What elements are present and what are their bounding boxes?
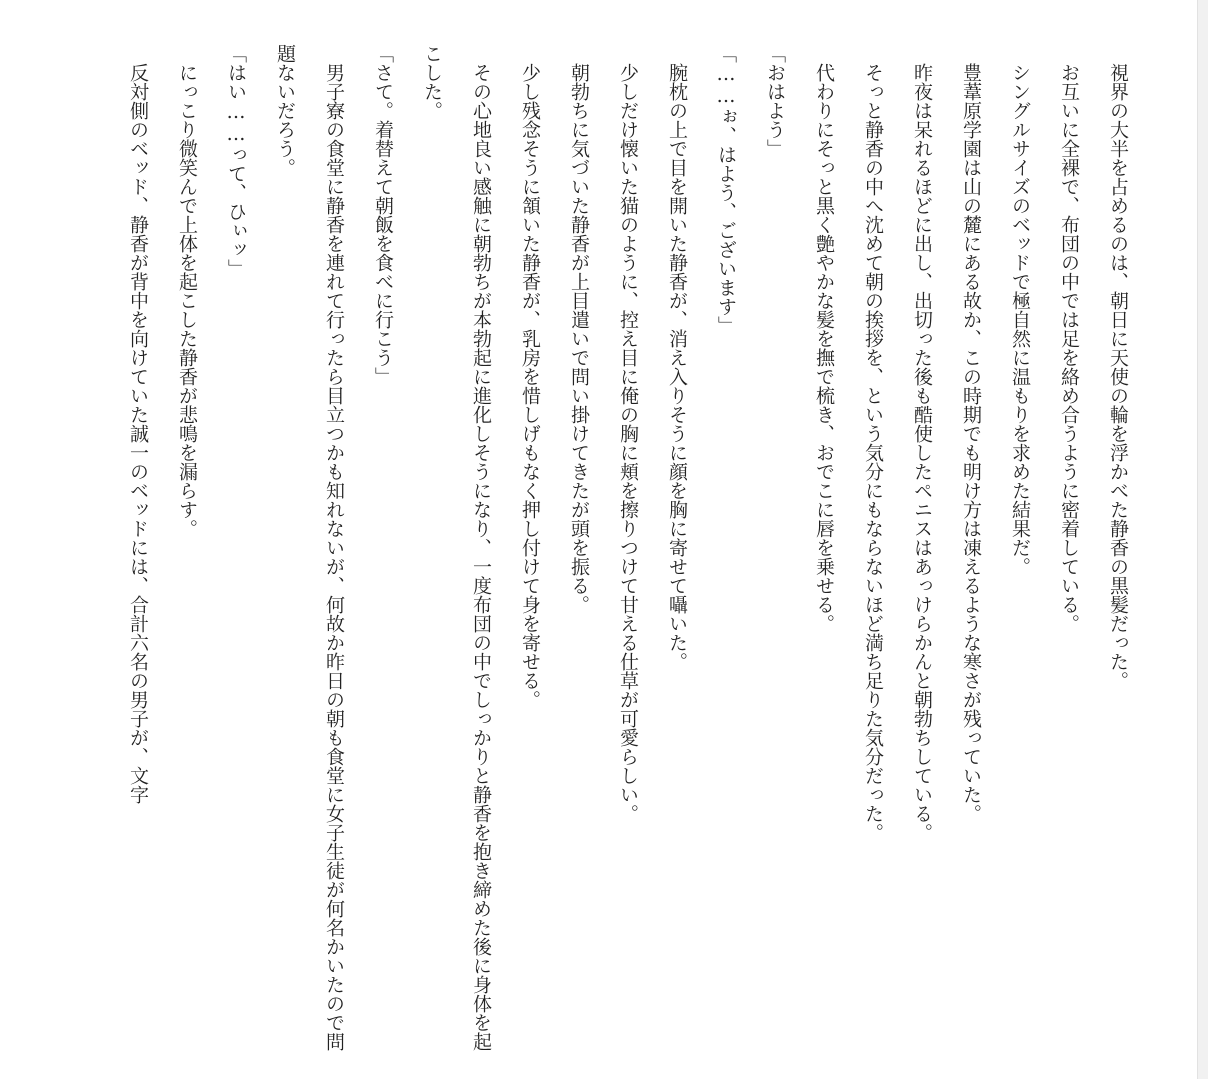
paragraph: 視界の大半を占めるのは、朝日に天使の輪を浮かべた静香の黒髪だった。 xyxy=(1107,44,1129,690)
paragraph: 少しだけ懐いた猫のように、控え目に俺の胸に頬を擦りつけて甘える仕草が可愛らしい。 xyxy=(617,44,639,823)
dialogue-line: 「はい……って、ひぃッ」 xyxy=(225,44,247,278)
scrollbar[interactable] xyxy=(1197,0,1208,1079)
dialogue-line: 「……ぉ、はよう、ございます」 xyxy=(715,44,737,335)
paragraph: 代わりにそっと黒く艶やかな髪を撫で梳き、おでこに唇を乗せる。 xyxy=(813,44,835,633)
paragraph: 朝勃ちに気づいた静香が上目遣いで問い掛けてきたが頭を振る。 xyxy=(568,44,590,614)
paragraph: 豊葦原学園は山の麓にある故か、この時期でも明け方は凍えるような寒さが残っていた。 xyxy=(960,44,982,823)
paragraph: 男子寮の食堂に静香を連れて行ったら目立つかも知れないが、何故か昨日の朝も食堂に女子生徒が何名かいたので問題ないだろう。 xyxy=(274,44,345,1051)
paragraph: にっこり微笑んで上体を起こした静香が悲鳴を漏らす。 xyxy=(176,44,198,538)
paragraph: 少し残念そうに頷いた静香が、乳房を惜しげもなく押し付けて身を寄せる。 xyxy=(519,44,541,709)
paragraph: お互いに全裸で、布団の中では足を絡め合うように密着している。 xyxy=(1058,44,1080,633)
paragraph: 反対側のベッド、静香が背中を向けていた誠一のベッドには、合計六名の男子が、文字 xyxy=(127,44,149,804)
paragraph: 昨夜は呆れるほどに出し、出切った後も酷使したペニスはあっけらかんと朝勃ちしている。 xyxy=(911,44,933,842)
paragraph: 腕枕の上で目を開いた静香が、消え入りそうに顔を胸に寄せて囁いた。 xyxy=(666,44,688,671)
paragraph: そっと静香の中へ沈めて朝の挨拶を、という気分にもならないほど満ち足りた気分だった。 xyxy=(862,44,884,842)
paragraph: シングルサイズのベッドで極自然に温もりを求めた結果だ。 xyxy=(1009,44,1031,576)
dialogue-line: 「さて。着替えて朝飯を食べに行こう」 xyxy=(372,44,394,386)
vertical-text-body xyxy=(113,44,1142,1054)
dialogue-line: 「おはよう」 xyxy=(764,44,786,158)
paragraph: その心地良い感触に朝勃ちが本勃起に進化しそうになり、一度布団の中でしっかりと静香を抱き締めた後に身体を起こした。 xyxy=(421,44,492,1051)
